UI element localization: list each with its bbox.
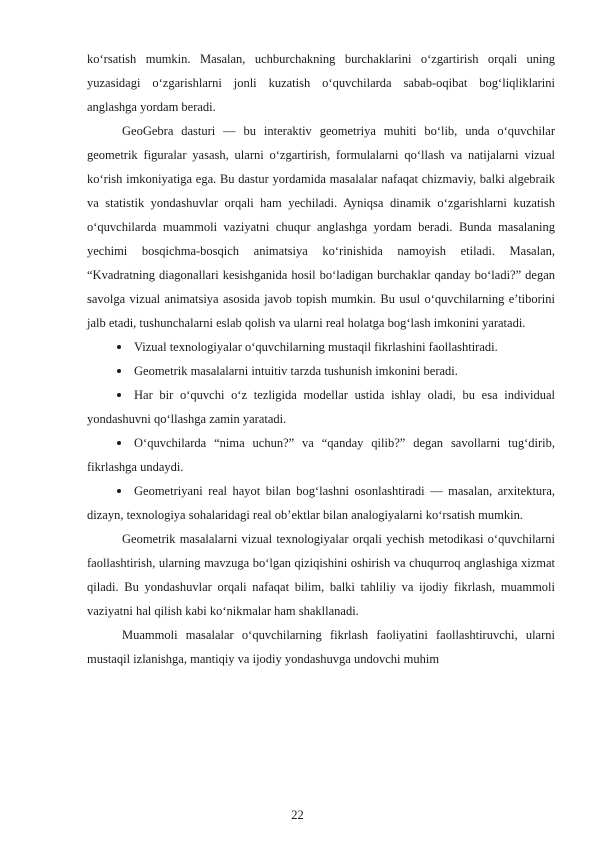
bullet-icon xyxy=(117,345,121,349)
bullet-item xyxy=(87,335,555,359)
bullet-item xyxy=(87,479,555,527)
bullet-icon xyxy=(117,489,121,493)
bullet-item xyxy=(87,383,555,431)
paragraph-problem-tasks: Muammoli masalalar o‘quvchilarning fikrlash faoliyatini faollashtiruvchi, ularni mustaqil izlanishga, mantiqiy va ijodiy yondashuvga undovchi muhim xyxy=(87,628,555,666)
bullet-text: Vizual texnologiyalar o‘quvchilarning mustaqil fikrlashini faollashtiradi. xyxy=(134,340,498,354)
bullet-text: Har bir o‘quvchi o‘z tezligida modellar ustida ishlay oladi, bu esa individual yondashuvni qo‘llashga zamin yaratadi. xyxy=(87,388,555,426)
page-number: 22 xyxy=(291,808,304,822)
document-page xyxy=(87,47,555,671)
bullet-item xyxy=(87,431,555,479)
bullet-text: Geometriyani real hayot bilan bog‘lashni osonlashtiradi — masalan, arxitektura, dizayn, texnologiya sohalaridagi real ob’ektlar bilan analogiyalarni ko‘rsatish mumkin. xyxy=(87,484,555,522)
bullet-text: O‘quvchilarda “nima uchun?” va “qanday qilib?” degan savollarni tug‘dirib, fikrlashga undaydi. xyxy=(87,436,555,474)
bullet-icon xyxy=(117,369,121,373)
paragraph-continuation: ko‘rsatish mumkin. Masalan, uchburchakning burchaklarini o‘zgartirish orqali uning yuzasidagi o‘zgarishlarni jonli kuzatish o‘quvchilarda sabab-oqibat bog‘liqliklarini anglashga yordam beradi. xyxy=(87,52,555,114)
paragraph-geogebra: GeoGebra dasturi — bu interaktiv geometriya muhiti bo‘lib, unda o‘quvchilar geometrik figuralar yasash, ularni o‘zgartirish, formulalarni qo‘llash va natijalarni vizual ko‘rish imkoniyatiga ega. Bu dastur yordamida masalalar nafaqat chizmaviy, balki algebraik va statistik yondashuvlar orqali ham yechiladi. Ayniqsa dinamik o‘zgarishlarni kuzatish o‘quvchilarda muammoli vaziyatni chuqur anglashga yordam beradi. Bunda masalaning yechimi bosqichma-bosqich animatsiya ko‘rinishida namoyish etiladi. Masalan, “Kvadratning diagonallari kesishganida hosil bo‘ladigan burchaklar qanday bo‘ladi?” degan savolga vizual animatsiya asosida javob topish mumkin. Bu usul o‘quvchilarning e’tiborini jalb etadi, tushunchalarni eslab qolish va ularni real holatga bog‘lash imkonini yaratadi. xyxy=(87,124,555,330)
bullet-item xyxy=(87,359,555,383)
bullet-icon xyxy=(117,441,121,445)
paragraph-methodology: Geometrik masalalarni vizual texnologiyalar orqali yechish metodikasi o‘quvchilarni faollashtirish, ularning mavzuga bo‘lgan qiziqishini oshirish va chuqurroq anglashiga xizmat qiladi. Bu yondashuvlar orqali nafaqat bilim, balki tahliliy va ijodiy fikrlash, muammoli vaziyatni hal qilish kabi ko‘nikmalar ham shakllanadi. xyxy=(87,532,555,618)
bullet-icon xyxy=(117,393,121,397)
bullet-text: Geometrik masalalarni intuitiv tarzda tushunish imkonini beradi. xyxy=(134,364,458,378)
